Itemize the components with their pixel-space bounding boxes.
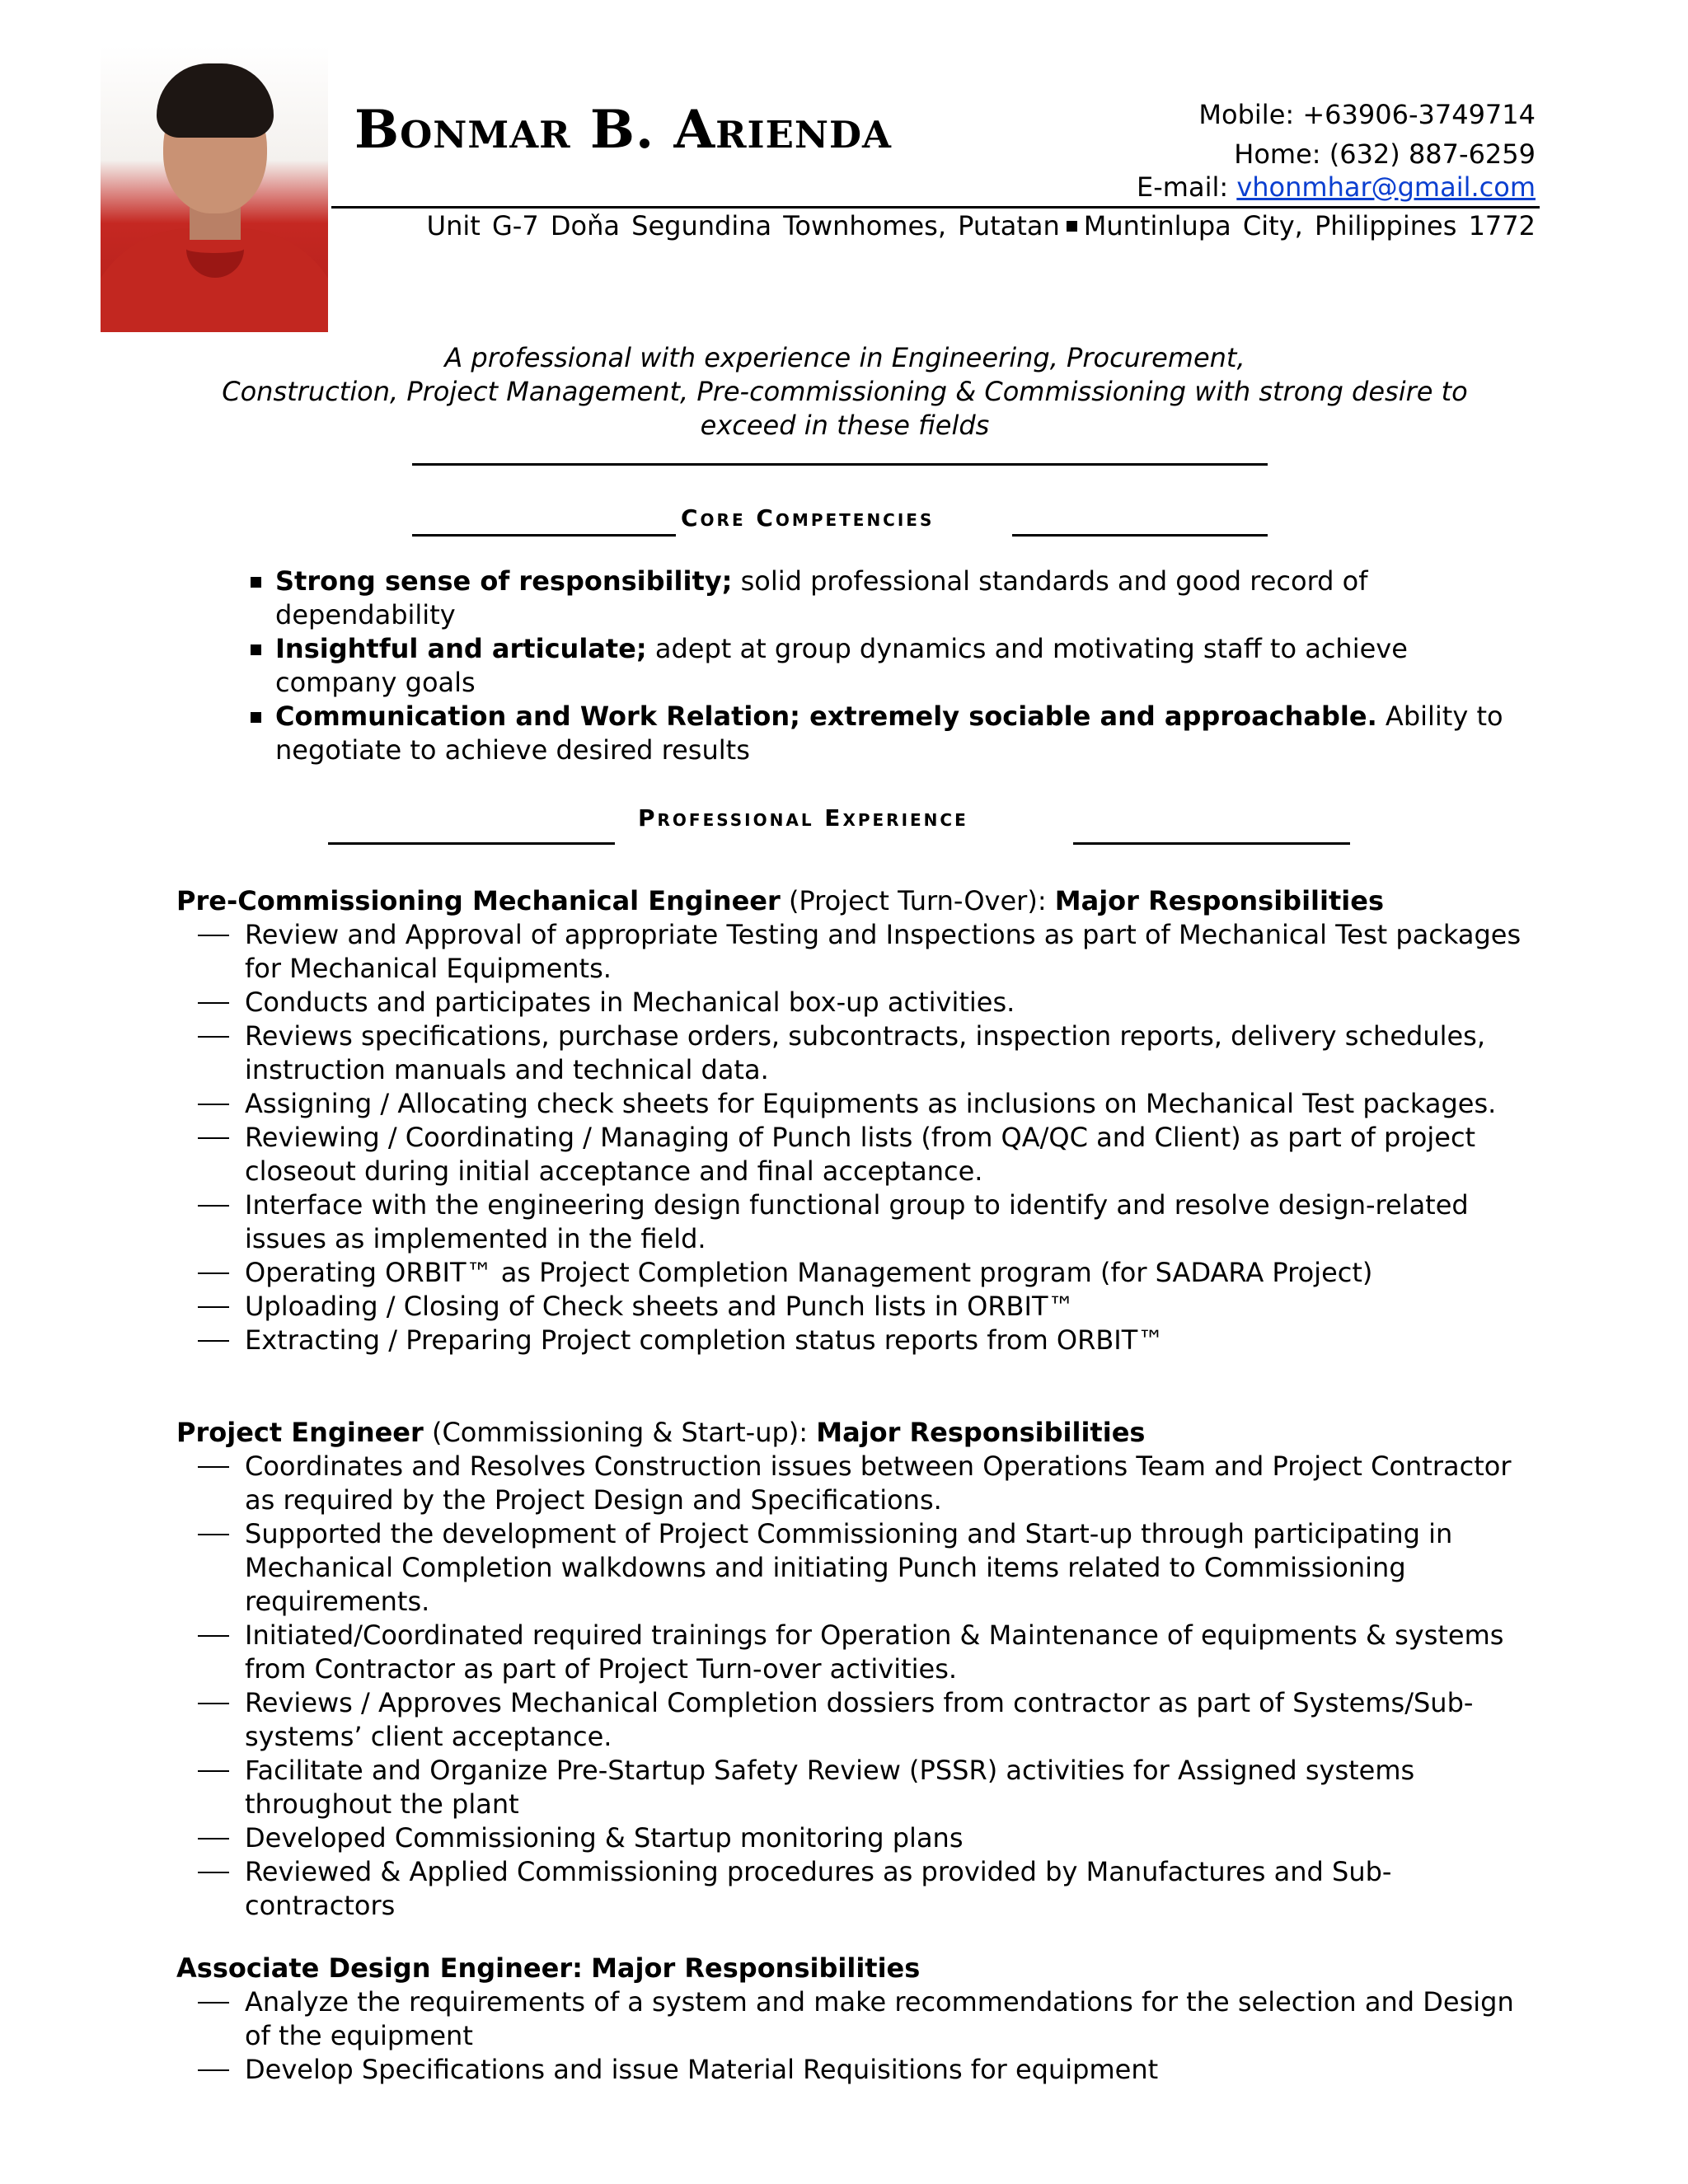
list-item: Uploading / Closing of Check sheets and Punch lists in ORBIT™ [176,1290,1528,1324]
email-link[interactable]: vhonmhar@gmail.com [1236,171,1536,203]
duty-list [176,1450,1528,1923]
summary-line: A professional with experience in Engineering, Procurement, [444,342,1245,373]
address-street: Unit G-7 Doňa Segundina Townhomes, Putatan [426,210,1060,241]
core-competencies-title: Core Competencies [681,504,935,532]
job-role: Pre-Commissioning Mechanical Engineer [176,885,781,916]
summary-line: Construction, Project Management, Pre-commissioning & Commissioning with strong desire to [222,376,1468,407]
job-title [176,884,1528,918]
job-role: Associate Design Engineer: [176,1952,583,1984]
competency-heading: Strong sense of responsibility; [275,565,733,597]
duty-list [176,918,1528,1357]
list-item: Review and Approval of appropriate Testing and Inspections as part of Mechanical Test packages for Mechanical Equipments. [176,918,1528,986]
home-number: (632) 887-6259 [1329,138,1536,170]
job-title [176,1416,1528,1450]
photo-hair [157,63,274,138]
list-item [251,700,1503,767]
section-rule-left [328,842,615,845]
list-item: Analyze the requirements of a system and make recommendations for the selection and Design of the equipment [176,1985,1528,2053]
list-item: Operating ORBIT™ as Project Completion Management program (for SADARA Project) [176,1256,1528,1290]
square-bullet-icon [1067,221,1077,232]
summary-divider [412,463,1268,466]
job-context [583,1952,591,1984]
job-entry [176,884,1528,1357]
mobile-label: Mobile: [1198,99,1295,130]
profile-photo [101,45,328,332]
list-item: Coordinates and Resolves Construction issues between Operations Team and Project Contractor as required by the Project Design and Specifications. [176,1450,1528,1517]
section-rule-left [412,534,676,537]
section-rule-right [1073,842,1350,845]
professional-experience-title: Professional Experience [638,804,968,832]
list-item: Reviewing / Coordinating / Managing of Punch lists (from QA/QC and Client) as part of project closeout during initial acceptance and final acceptance. [176,1121,1528,1188]
competency-text: adept at group dynamics and motivating staff to achieve company goals [275,633,1408,698]
summary-line: exceed in these fields [700,410,990,441]
mobile-number: +63906-3749714 [1302,99,1536,130]
list-item: Develop Specifications and issue Material Requisitions for equipment [176,2053,1528,2087]
list-item: Interface with the engineering design functional group to identify and resolve design-related issues as implemented in the field. [176,1188,1528,1256]
job-responsibilities-label: Major Responsibilities [1054,885,1384,916]
email-label: E-mail: [1137,171,1229,203]
competency-heading: Insightful and articulate; [275,633,647,664]
list-item: Developed Commissioning & Startup monitoring plans [176,1821,1528,1855]
duty-list [176,1985,1528,2087]
competency-heading: Communication and Work Relation; extremely sociable and approachable. [275,701,1377,732]
contact-home [1234,138,1536,170]
home-label: Home: [1234,138,1321,170]
job-role: Project Engineer [176,1417,424,1448]
contact-email [1137,171,1536,203]
contact-mobile [1198,99,1536,130]
list-item: Facilitate and Organize Pre-Startup Safety Review (PSSR) activities for Assigned systems throughout the plant [176,1754,1528,1821]
list-item: Reviewed & Applied Commissioning procedures as provided by Manufactures and Sub-contractors [176,1855,1528,1923]
list-item [251,565,1503,632]
professional-summary [165,341,1525,443]
competency-text: solid professional standards and good record of dependability [275,565,1368,630]
job-context: (Project Turn-Over): [780,885,1055,916]
list-item: Initiated/Coordinated required trainings for Operation & Maintenance of equipments & systems from Contractor as part of Project Turn-over activities. [176,1619,1528,1686]
section-rule-right [1012,534,1268,537]
address-city: Muntinlupa City, Philippines 1772 [1083,210,1536,241]
candidate-name: Bonmar B. Arienda [354,99,892,161]
job-entry [176,1416,1528,1923]
address [427,210,1536,241]
list-item: Reviews specifications, purchase orders, subcontracts, inspection reports, delivery schedules, instruction manuals and technical data. [176,1019,1528,1087]
list-item: Reviews / Approves Mechanical Completion dossiers from contractor as part of Systems/Sub-systems’ client acceptance. [176,1686,1528,1754]
competency-list [251,565,1503,767]
job-title [176,1952,1528,1985]
job-responsibilities-label: Major Responsibilities [816,1417,1146,1448]
header-divider [331,206,1540,209]
job-responsibilities-label: Major Responsibilities [591,1952,921,1984]
competency-text: Ability to negotiate to achieve desired results [275,701,1503,766]
list-item: Extracting / Preparing Project completion status reports from ORBIT™ [176,1324,1528,1357]
list-item [251,632,1503,700]
list-item: Assigning / Allocating check sheets for Equipments as inclusions on Mechanical Test packages. [176,1087,1528,1121]
job-entry [176,1952,1528,2087]
list-item: Supported the development of Project Commissioning and Start-up through participating in Mechanical Completion walkdowns and initiating Punch items related to Commissioning requirements. [176,1517,1528,1619]
list-item: Conducts and participates in Mechanical box-up activities. [176,986,1528,1019]
job-context: (Commissioning & Start-up): [423,1417,817,1448]
